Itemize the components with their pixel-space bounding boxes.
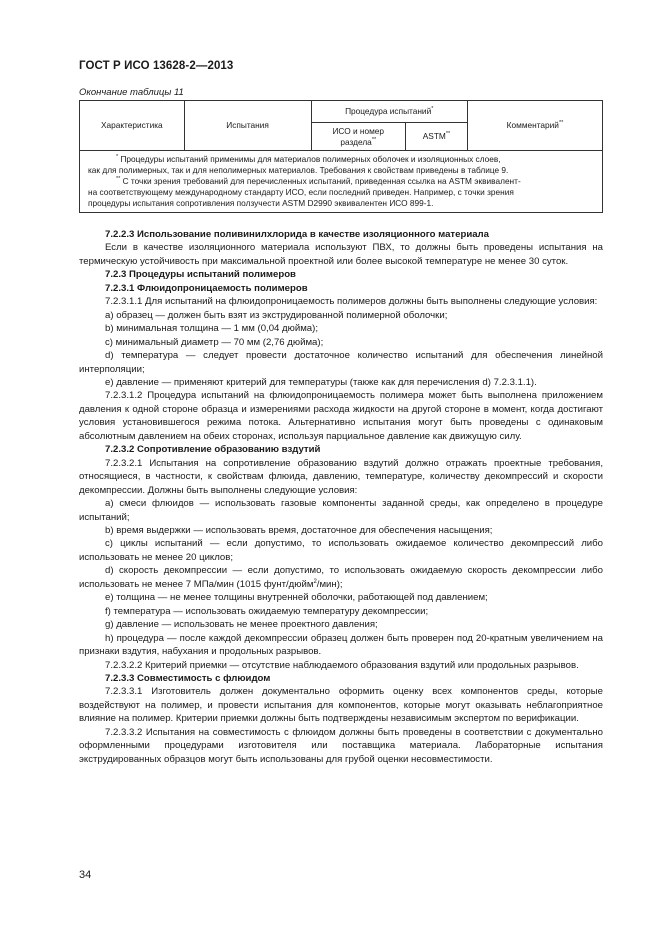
section-heading-7-2-3-3: 7.2.3.3 Совместимость с флюидом xyxy=(105,672,271,684)
footnote-1: * Процедуры испытаний применимы для материалов полимерных оболочек и изоляционных слоев, xyxy=(116,154,501,164)
header-procedure: Процедура испытаний* xyxy=(311,101,467,123)
paragraph: 7.2.3.2.2 Критерий приемки — отсутствие наблюдаемого образования вздутий или продольных разрывов. xyxy=(105,659,579,671)
footnote-2: ** С точки зрения требований для перечисленных испытаний, приведенная ссылка на ASTM эквивалент- xyxy=(116,176,521,186)
footnote-2-cont: на соответствующему международному стандарту ИСО, если последний приведен. Например, с точки зрения xyxy=(88,187,514,197)
header-comment: Комментарий** xyxy=(467,101,602,151)
list-item: a) смеси флюидов — использовать газовые компоненты заданной среды, как определено в процедуре испытаний; xyxy=(79,498,603,523)
list-item: d) скорость декомпрессии — если допустимо, то использовать ожидаемую скорость декомпрессии либо использовать не менее 7 МПа/мин (1015 фунт/дюйм$^2$/мин); xyxy=(79,565,603,590)
header-astm: ASTM** xyxy=(405,123,467,151)
section-heading-7-2-3: 7.2.3 Процедуры испытаний полимеров xyxy=(105,269,296,281)
list-item: e) давление — применяют критерий для температуры (также как для перечисления d) 7.2.3.1.1). xyxy=(105,376,537,388)
list-item: b) минимальная толщина — 1 мм (0,04 дюйма); xyxy=(105,323,318,335)
list-item: c) циклы испытаний — если допустимо, то использовать ожидаемое количество декомпрессий либо использовать не менее 20 циклов; xyxy=(79,538,603,563)
footnote-2-cont2: процедуры испытания сопротивления ползучести ASTM D2990 эквивалентен ИСО 899-1. xyxy=(88,198,434,208)
document-body xyxy=(79,228,603,766)
list-item: d) температура — следует провести достаточное количество испытаний для обеспечения линейной интерполяции; xyxy=(79,350,603,375)
list-item: e) толщина — не менее толщины внутренней оболочки, работающей под давлением; xyxy=(105,592,488,604)
list-item: h) процедура — после каждой декомпрессии образец должен быть проверен под 20-кратным увеличением на признаки вздутия, набухания и продольных разрывов. xyxy=(79,632,603,658)
header-iso: ИСО и номер раздела** xyxy=(311,123,405,151)
header-characteristic: Характеристика xyxy=(80,101,185,151)
header-tests: Испытания xyxy=(184,101,311,151)
spec-table xyxy=(79,100,603,213)
footnote-1-cont: как для полимерных, так и для неполимерных материалов. Требования к свойствам приведены в таблице 9. xyxy=(88,165,509,175)
paragraph: Если в качестве изоляционного материала используют ПВХ, то должны быть проведены испытания на термическую устойчивость при максимальной проектной или более высокой температуре не менее 30 суток. xyxy=(79,242,603,267)
section-heading-7-2-3-2: 7.2.3.2 Сопротивление образованию вздутий xyxy=(105,444,321,456)
list-item: a) образец — должен быть взят из экструдированной полимерной оболочки; xyxy=(105,309,448,321)
list-item: c) минимальный диаметр — 70 мм (2,76 дюйма); xyxy=(105,336,324,348)
list-item: f) температура — использовать ожидаемую температуру декомпрессии; xyxy=(105,605,429,617)
list-item: b) время выдержки — использовать время, достаточное для обеспечения насыщения; xyxy=(105,524,493,536)
list-item: g) давление — использовать не менее проектного давления; xyxy=(105,619,378,631)
paragraph: 7.2.3.1.1 Для испытаний на флюидопроницаемость полимеров должны быть выполнены следующие условия: xyxy=(105,296,598,308)
table-footnotes xyxy=(80,151,603,213)
paragraph: 7.2.3.3.2 Испытания на совместимость с флюидом должны быть проведены в соответствии с документально оформленными процедурами изготовителя или поставщика материала. Лабораторные испытания экструдированных образцов могут быть использованы для грубой оценки несовместимости. xyxy=(79,726,603,765)
document-header: ГОСТ Р ИСО 13628-2—2013 xyxy=(79,60,234,72)
paragraph: 7.2.3.2.1 Испытания на сопротивление образованию вздутий должно отражать проектные требования, относящиеся, в частности, к свойствам флюида, давлению, температуре, количеству декомпрессий и скорости декомпрессии. Должны быть выполнены следующие условия: xyxy=(79,457,603,496)
page-number: 34 xyxy=(79,869,92,881)
section-heading-7-2-3-1: 7.2.3.1 Флюидопроницаемость полимеров xyxy=(105,282,308,294)
table-caption: Окончание таблицы 11 xyxy=(79,87,184,98)
section-heading-7-2-2-3: 7.2.2.3 Использование поливинилхлорида в качестве изоляционного материала xyxy=(105,229,489,240)
paragraph: 7.2.3.3.1 Изготовитель должен документально оформить оценку всех компонентов среды, которые воздействуют на полимер, и провести испытания для компонентов, которые могут оказывать неблагоприятное влияние на полимер. Критерии приемки должны быть подтверждены независимым экспертом по верификации. xyxy=(79,686,603,725)
paragraph: 7.2.3.1.2 Процедура испытаний на флюидопроницаемость полимера может быть выполнена приложением давления к одной стороне образца и измерениями расхода жидкости на другой стороне в момент, когда достигают условия установившегося режима потока. Альтернативно испытания могут быть проведены с одинаковым абсолютным давлением на обеих сторонах, используя парциальное давление как движущую силу. xyxy=(79,390,603,442)
